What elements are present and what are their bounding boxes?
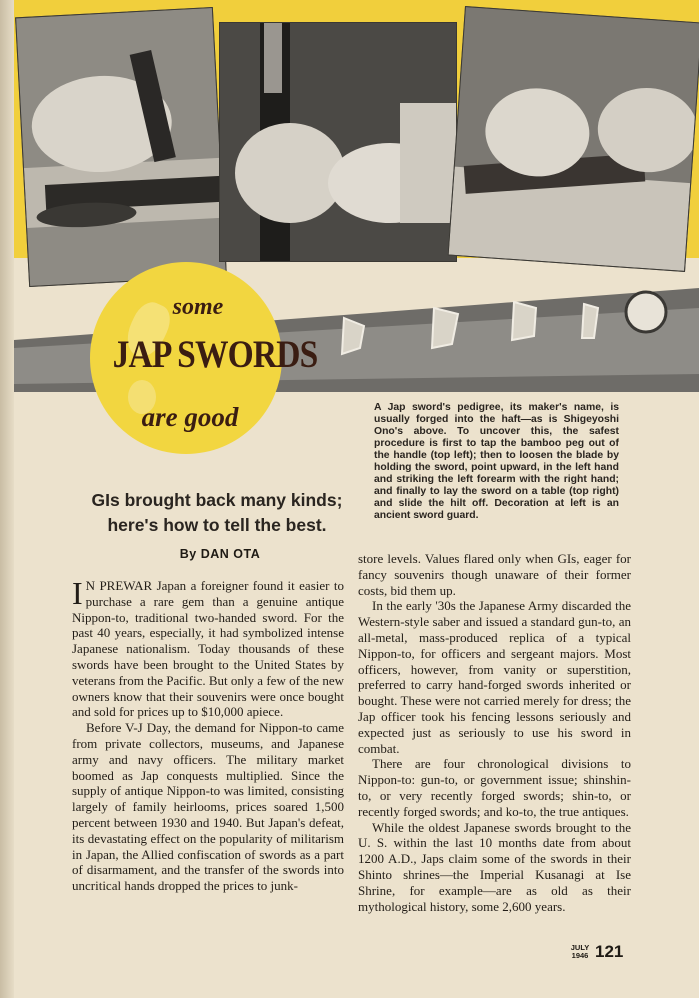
paragraph: store levels. Values flared only when GIs, eager for fancy souvenirs though unaware of their former costs, bid them up. — [358, 551, 631, 598]
paragraph: While the oldest Japanese swords brought to the U. S. within the last 10 months date from about 1200 A.D., Japs claim some of the swords in their Shinto shrines—the Imperial Kusanagi at Ise Shrine, for example—are as old as their mythological history, some 2,600 years. — [358, 819, 631, 914]
photo-slide-hilt — [448, 6, 699, 272]
headline: GIs brought back many kinds; here's how to tell the best. — [91, 490, 343, 535]
paragraph: There are four chronological divisions to Nippon-to: gun-to, or government issue; shinshin-to, or very recently forged swords; shin-to, or recently forged swords; and ko-to, the true antiques. — [358, 756, 631, 819]
photo-strike-forearm — [219, 22, 457, 262]
page-number: 121 — [595, 942, 624, 961]
issue-month: JULY — [570, 943, 590, 952]
title-line-2: JAP SWORDS — [112, 333, 318, 376]
title-line-1: some — [172, 294, 224, 320]
issue-year: 1946 — [571, 951, 589, 960]
photo-caption: A Jap sword's pedigree, its maker's name, is usually forged into the haft—as is Shigeyoshi Ono's above. To uncover this, the safest procedure is first to tap the bamboo peg out of the handle (top left); then to loosen the blade by holding the sword, point upward, in the left hand and striking the left forearm with the right hand; and finally to lay the sword on a table (top right) and slide the hilt off. Decoration at left is an ancient sword guard. — [374, 402, 619, 521]
title-line-3: are good — [141, 402, 239, 432]
issue-date — [565, 944, 595, 960]
byline: By DAN OTA — [179, 547, 261, 561]
text-column-right — [358, 551, 631, 914]
paragraph: Before V-J Day, the demand for Nippon-to came from private collectors, museums, and Japanese army and navy officers. The military market boomed as Jap conquests multiplied. Since the supply of antique Nippon-to was limited, consisting largely of family heirlooms, prices soared 1,500 percent between 1930 and 1940. But Japan's defeat, its devastating effect on the popularity of militarism in Japan, the Allied confiscation of swords as a part of disarmament, and the transfer of the swords into uncritical hands dropped the prices to junk- — [72, 720, 344, 894]
paragraph: In the early '30s the Japanese Army discarded the Western-style saber and issued a standard gun-to, an all-metal, mass-produced replica of a typical Nippon-to, for officers and sergeant majors. Most officers, however, from vanity or superstition, preferred to carry hand-forged swords inherited or bought. These were not carried merely for dress; the Jap officer took his fencing lessons seriously and expected just as seriously to use his sword in combat. — [358, 598, 631, 756]
drop-cap: I — [72, 575, 83, 611]
photo-tap-peg — [15, 7, 227, 287]
paragraph: I N PREWAR Japan a foreigner found it easier to purchase a rare gem than a genuine antique Nippon-to, traditional two-handed sword. For the past 40 years, especially, it had symbolized intense Japanese nationalism. Today thousands of these swords have been brought to the United States by veterans from the Pacific. But only a few of the new owners know that their souvenirs were once bought and sold for prices up to $10,000 apiece. — [72, 575, 344, 720]
text-column-left — [72, 575, 344, 894]
page-binding-edge — [0, 0, 14, 998]
